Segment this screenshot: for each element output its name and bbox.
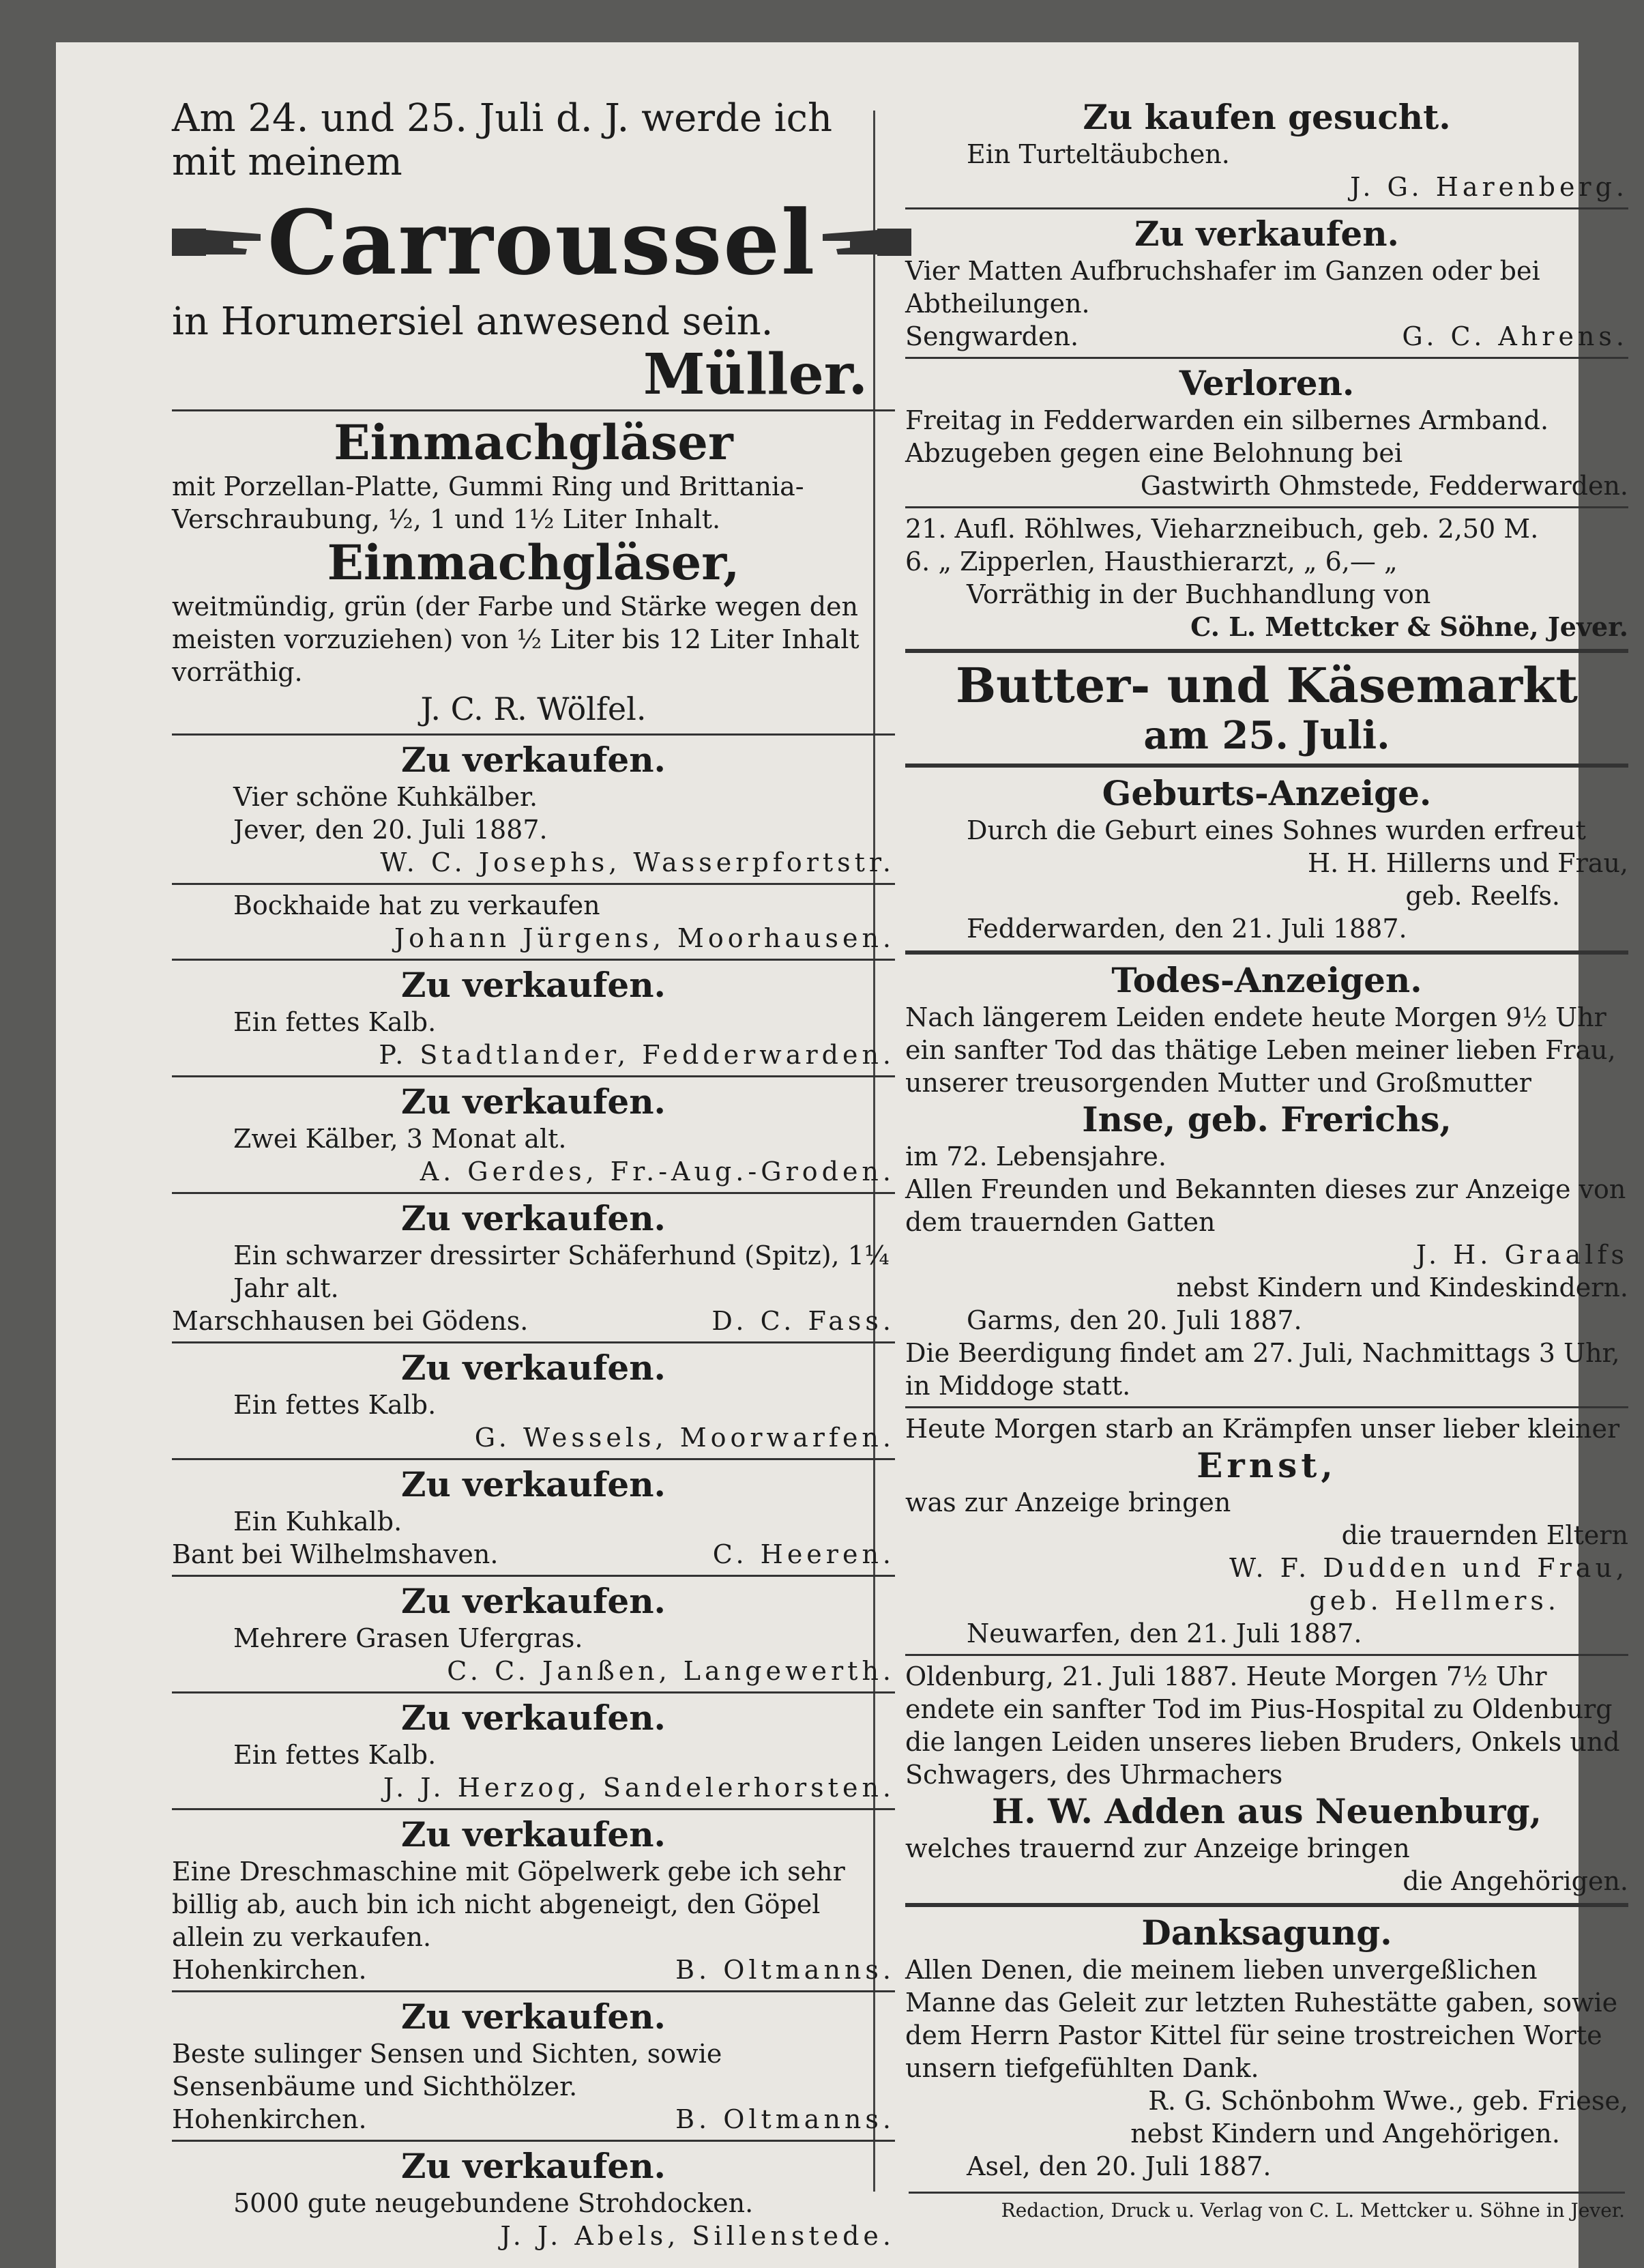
divider <box>905 764 1628 768</box>
einmach-title-2: Einmachgläser, <box>327 534 740 591</box>
ad-signature-row <box>172 1305 895 1337</box>
divider <box>172 1192 895 1194</box>
einmach-title-1: Einmachgläser <box>334 414 733 471</box>
ad-title: Zu verkaufen. <box>401 2146 666 2186</box>
ad-place: Hohenkirchen. <box>172 2104 367 2134</box>
books-row-1 <box>905 512 1628 545</box>
todes-title: Todes-Anzeigen. <box>1111 960 1422 1000</box>
ad-signature: P. Stadtlander, Fedderwarden. <box>379 1040 895 1070</box>
ad-signature: A. Gerdes, Fr.-Aug.-Groden. <box>420 1157 895 1187</box>
ad-title: Zu verkaufen. <box>401 1348 666 1388</box>
ad-signature-row <box>172 2103 895 2136</box>
ad-text: Ein Kuhkalb. <box>233 1507 402 1537</box>
ad-signature: C. C. Janßen, Langewerth. <box>447 1656 895 1686</box>
divider <box>905 506 1628 508</box>
dank-signature-2: nebst Kindern und Angehörigen. <box>1130 2119 1560 2149</box>
ad-title: Zu verkaufen. <box>401 1996 666 2037</box>
todes-signature-3: die trauernden Eltern <box>1341 1520 1628 1550</box>
divider <box>905 950 1628 955</box>
ad-text: Ein fettes Kalb. <box>233 1740 437 1770</box>
markt-title: Butter- und Käsemarkt <box>956 657 1578 714</box>
ad-block <box>172 1348 895 1454</box>
verkaufen-place: Sengwarden. <box>905 321 1079 351</box>
left-column <box>172 97 895 2252</box>
ad-block <box>172 1996 895 2136</box>
todes-text-2: Allen Freunden und Bekannten dieses zur Anzeige von dem trauernden Gatten <box>905 1174 1626 1237</box>
gesucht-text: Ein Turteltäubchen. <box>967 139 1230 169</box>
ad-signature: J. J. Abels, Sillenstede. <box>500 2221 895 2251</box>
ad-text: 5000 gute neugebundene Strohdocken. <box>233 2188 754 2218</box>
ad-text: Zwei Kälber, 3 Monat alt. <box>233 1124 567 1154</box>
todes-signature-2: nebst Kindern und Kindeskindern. <box>1176 1273 1628 1303</box>
divider <box>172 1575 895 1577</box>
geburt-text: Durch die Geburt eines Sohnes wurden erfreut <box>967 815 1586 845</box>
carrousel-title: Carroussel <box>267 190 817 295</box>
divider <box>905 1903 1628 1907</box>
ad-title: Zu verkaufen. <box>401 1464 666 1504</box>
verloren-text-2: Abzugeben gegen eine Belohnung bei <box>905 438 1403 468</box>
ad-block <box>172 1464 895 1571</box>
todes-text-5: was zur Anzeige bringen <box>905 1487 1231 1517</box>
books-text: Vorräthig in der Buchhandlung von <box>967 579 1431 609</box>
todes-signature-4: W. F. Dudden und Frau, <box>1229 1553 1628 1583</box>
geburt-signature-2: geb. Reelfs. <box>1405 881 1560 911</box>
dank-text: Allen Denen, die meinem lieben unvergeßlichen Manne das Geleit zur letzten Ruhestätte gaben, sowie dem Herrn Pastor Kittel für seine trostreichen Worte unsern tiefgefühlten Dank. <box>905 1955 1618 2083</box>
books-title: „ Zipperlen, Hausthierarzt, „ 6,— „ <box>938 547 1398 577</box>
ad-block <box>172 1814 895 1986</box>
books-edition: 21. Aufl. <box>905 514 1016 544</box>
carrousel-banner <box>172 184 895 300</box>
right-column <box>905 97 1628 2183</box>
ad-block <box>172 1698 895 1804</box>
todes-name-3: H. W. Adden aus Neuenburg, <box>992 1791 1542 1831</box>
divider <box>905 1654 1628 1656</box>
einmach-text-2: weitmündig, grün (der Farbe und Stärke wegen den meisten vorzuziehen) von ½ Liter bis 12 Liter Inhalt vorräthig. <box>172 592 860 687</box>
divider <box>905 357 1628 359</box>
ad-signature: J. J. Herzog, Sandelerhorsten. <box>383 1773 895 1803</box>
divider <box>172 409 895 411</box>
ad-block <box>172 965 895 1071</box>
todes-signature-5: geb. Hellmers. <box>1309 1586 1560 1616</box>
books-row-2 <box>905 545 1628 578</box>
ad-signature: W. C. Josephs, Wasserpfortstr. <box>380 847 895 877</box>
geburt-title: Geburts-Anzeige. <box>1102 773 1432 813</box>
dank-date: Asel, den 20. Juli 1887. <box>967 2151 1272 2181</box>
pointing-hand-right-icon <box>172 215 267 270</box>
ad-title: Zu verkaufen. <box>401 1698 666 1738</box>
verloren-title: Verloren. <box>1179 363 1355 403</box>
divider <box>172 1341 895 1343</box>
verkaufen-signature: G. C. Ahrens. <box>1402 321 1628 351</box>
ad-block <box>172 1581 895 1687</box>
ad-text: Eine Dreschmaschine mit Göpelwerk gebe ich sehr billig ab, auch bin ich nicht abgeneigt, den Göpel allein zu verkaufen. <box>172 1857 845 1952</box>
imprint: Redaction, Druck u. Verlag von C. L. Mettcker u. Söhne in Jever. <box>909 2192 1625 2222</box>
todes-text-6: Oldenburg, 21. Juli 1887. Heute Morgen 7½ Uhr endete ein sanfter Tod im Pius-Hospital zu Oldenburg die langen Leiden unseres lieben Bruders, Onkels und Schwagers, des Uhrmachers <box>905 1661 1620 1790</box>
divider <box>172 733 895 736</box>
ad-signature: B. Oltmanns. <box>675 2104 895 2134</box>
books-signature: C. L. Mettcker & Söhne, Jever. <box>1190 611 1628 642</box>
dank-signature-1: R. G. Schönbohm Wwe., geb. Friese, <box>1148 2086 1628 2116</box>
markt-subtitle: am 25. Juli. <box>1143 713 1390 758</box>
ad-block <box>172 740 895 879</box>
ad-signature-row <box>172 1538 895 1571</box>
ad-place: Bant bei Wilhelmshaven. <box>172 1539 499 1569</box>
geburt-signature: H. H. Hillerns und Frau, <box>1308 848 1628 878</box>
books-title: Röhlwes, Vieharzneibuch, geb. 2,50 M. <box>1023 514 1539 544</box>
ad-text: Mehrere Grasen Ufergras. <box>233 1623 583 1653</box>
ad-text: Ein fettes Kalb. <box>233 1390 437 1420</box>
ad-date: Jever, den 20. Juli 1887. <box>233 815 548 845</box>
divider <box>905 207 1628 209</box>
ad-text: Ein fettes Kalb. <box>233 1007 437 1037</box>
divider <box>172 1691 895 1693</box>
verloren-signature: Gastwirth Ohmstede, Fedderwarden. <box>1140 471 1628 501</box>
todes-name-2: Ernst, <box>1197 1445 1337 1485</box>
einmach-text-1: mit Porzellan-Platte, Gummi Ring und Brittania-Verschraubung, ½, 1 und 1½ Liter Inhalt. <box>172 471 804 534</box>
ad-signature: D. C. Fass. <box>711 1306 895 1336</box>
einmach-signature: J. C. R. Wölfel. <box>420 690 647 727</box>
carrousel-intro: Am 24. und 25. Juli d. J. werde ich mit meinem <box>172 96 833 184</box>
ad-title: Zu verkaufen. <box>401 740 666 780</box>
verkaufen-text: Vier Matten Aufbruchshafer im Ganzen oder bei Abtheilungen. <box>905 256 1540 319</box>
divider <box>172 883 895 885</box>
todes-text-4: Heute Morgen starb an Krämpfen unser lieber kleiner <box>905 1414 1620 1444</box>
ad-title: Zu verkaufen. <box>401 1581 666 1621</box>
ad-signature: Johann Jürgens, Moorhausen. <box>394 923 895 953</box>
todes-date-2: Neuwarfen, den 21. Juli 1887. <box>967 1618 1362 1648</box>
ad-signature: G. Wessels, Moorwarfen. <box>474 1423 895 1453</box>
pointing-hand-left-icon <box>816 215 911 270</box>
gesucht-signature: J. G. Harenberg. <box>1350 172 1628 202</box>
todes-date: Garms, den 20. Juli 1887. <box>967 1305 1302 1335</box>
ad-place: Hohenkirchen. <box>172 1955 367 1985</box>
books-edition: 6. <box>905 547 930 577</box>
ad-text: Beste sulinger Sensen und Sichten, sowie Sensenbäume und Sichthölzer. <box>172 2039 722 2102</box>
ad-title: Zu verkaufen. <box>401 965 666 1005</box>
ad-title: Zu verkaufen. <box>401 1081 666 1122</box>
carrousel-signature: Müller. <box>643 342 868 407</box>
ad-block <box>172 1081 895 1188</box>
todes-signature-6: die Angehörigen. <box>1403 1866 1628 1896</box>
divider <box>172 959 895 961</box>
ad-signature-row <box>172 1953 895 1986</box>
ad-text: Bockhaide hat zu verkaufen <box>233 890 600 920</box>
todes-text-3: Die Beerdigung findet am 27. Juli, Nachmittags 3 Uhr, in Middoge statt. <box>905 1338 1620 1401</box>
ad-signature: B. Oltmanns. <box>675 1955 895 1985</box>
ad-block <box>172 1198 895 1337</box>
verkaufen-signature-row <box>905 320 1628 353</box>
ad-text: Vier schöne Kuhkälber. <box>233 782 538 812</box>
ad-place: Marschhausen bei Gödens. <box>172 1306 529 1336</box>
gesucht-title: Zu kaufen gesucht. <box>1083 97 1451 137</box>
ad-signature: C. Heeren. <box>712 1539 895 1569</box>
divider <box>172 1458 895 1460</box>
verkaufen-title: Zu verkaufen. <box>1134 214 1399 254</box>
divider <box>172 1990 895 1992</box>
divider <box>905 1406 1628 1408</box>
divider <box>172 2140 895 2142</box>
ad-block <box>172 889 895 955</box>
dank-title: Danksagung. <box>1141 1913 1392 1953</box>
todes-text-7: welches trauernd zur Anzeige bringen <box>905 1833 1410 1863</box>
carrousel-line: in Horumersiel anwesend sein. <box>172 300 774 344</box>
todes-signature-1: J. H. Graalfs <box>1415 1240 1628 1270</box>
todes-text-1: Nach längerem Leiden endete heute Morgen 9½ Uhr ein sanfter Tod das thätige Leben meiner lieben Frau, unserer treusorgenden Mutter und Großmutter <box>905 1002 1616 1098</box>
todes-name: Inse, geb. Frerichs, <box>1082 1099 1452 1139</box>
verloren-text: Freitag in Fedderwarden ein silbernes Armband. <box>905 405 1549 435</box>
ad-title: Zu verkaufen. <box>401 1814 666 1855</box>
ad-title: Zu verkaufen. <box>401 1198 666 1238</box>
geburt-date: Fedderwarden, den 21. Juli 1887. <box>967 914 1407 944</box>
ad-block <box>172 2146 895 2252</box>
todes-age: im 72. Lebensjahre. <box>905 1142 1166 1172</box>
newspaper-page <box>56 42 1628 2268</box>
divider <box>905 649 1628 653</box>
ad-text: Ein schwarzer dressirter Schäferhund (Spitz), 1¼ Jahr alt. <box>233 1240 890 1303</box>
divider <box>172 1075 895 1077</box>
divider <box>172 1808 895 1810</box>
